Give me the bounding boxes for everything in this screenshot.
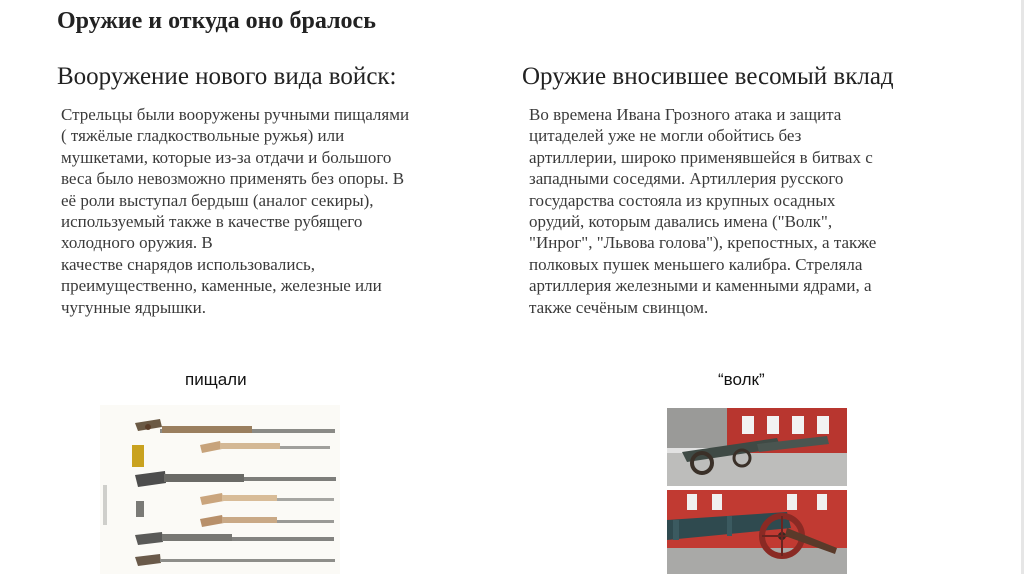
pishchali-illustration xyxy=(100,405,340,574)
volk-cannon-illustration xyxy=(667,408,847,574)
pishchali-caption: пищали xyxy=(185,370,247,389)
left-column-heading: Вооружение нового вида войск: xyxy=(57,63,397,90)
slide-title: Оружие и откуда оно бралось xyxy=(57,8,376,34)
right-column-heading: Оружие вносившее весомый вклад xyxy=(522,63,894,90)
volk-image xyxy=(667,408,847,574)
left-column-text: Стрельцы были вооружены ручными пищалями ( тяжёлые гладкоствольные ружья) или мушкетами, которые из-за отдачи и большого веса было невозможно применять без опоры. В её роли выступал бердыш (аналог секиры), используемый также в качестве рубящего холодного оружия. В качестве снарядов использовались, преимущественно, каменные, железные или чугунные ядрышки. xyxy=(61,105,410,317)
volk-caption: “волк” xyxy=(718,370,765,389)
pishchali-image xyxy=(100,405,340,574)
right-column-text: Во времена Ивана Грозного атака и защита цитаделей уже не могли обойтись без артиллерии, широко применявшейся в битвах с западными соседями. Артиллерия русского государства состояла из крупных осадных орудий, которым давались имена ("Волк", "Инрог", "Львова голова"), крепостных, а также полковых пушек меньшего калибра. Стреляла артиллерия железными и каменными ядрами, а также сечёным свинцом. xyxy=(529,105,877,317)
